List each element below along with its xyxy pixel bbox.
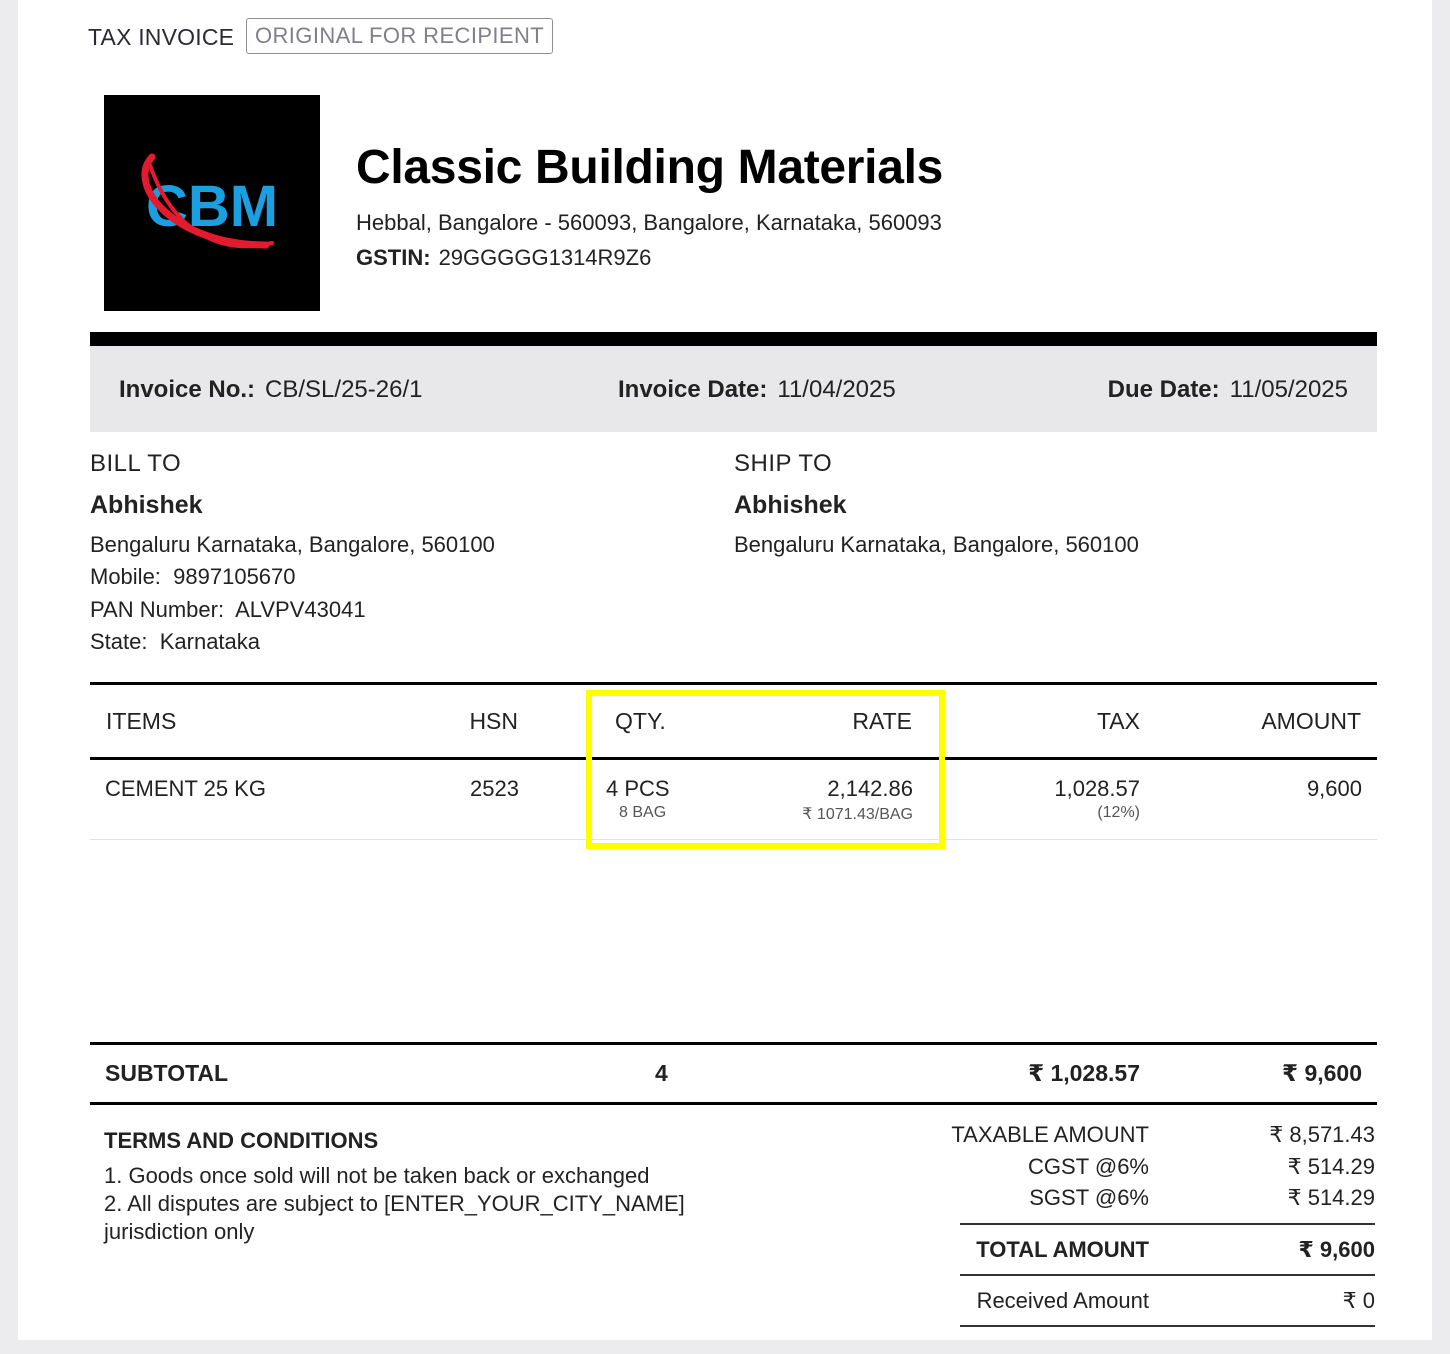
invoice-number-value: CB/SL/25-26/1 [265,376,423,403]
col-header-amount: AMOUNT [1261,708,1361,734]
gstin-value: 29GGGGG1314R9Z6 [438,245,652,270]
invoice-date-value: 11/04/2025 [777,376,896,403]
invoice-number-label: Invoice No.: [119,376,256,403]
invoice-date-label: Invoice Date: [618,376,768,403]
copy-badge: ORIGINAL FOR RECIPIENT [246,18,553,54]
bill-to-mobile [90,564,296,590]
ship-to-name: Abhishek [734,491,847,519]
received-bottom-rule [960,1325,1375,1327]
total-amount-value: ₹ 9,600 [1298,1237,1375,1262]
row-item-name: CEMENT 25 KG [105,776,266,801]
subtotal-top-rule [90,1042,1377,1045]
bill-to-address: Bengaluru Karnataka, Bangalore, 560100 [90,532,495,557]
company-logo [104,95,320,311]
cgst-label: CGST @6% [1028,1154,1149,1179]
ship-to-address: Bengaluru Karnataka, Bangalore, 560100 [734,532,1139,557]
row-tax-percent: (12%) [1097,804,1140,821]
state-value: Karnataka [159,629,261,654]
invoice-page [18,0,1432,1340]
qty-rate-highlight [586,690,945,849]
company-gstin [356,245,651,271]
table-top-rule [90,682,1377,685]
terms-line-2: 2. All disputes are subject to [ENTER_YOUR_CITY_NAME] jurisdiction only [104,1191,685,1244]
col-header-qty: QTY. [615,708,666,734]
bill-to-pan [90,597,366,623]
state-label: State: [90,629,148,654]
bill-to-state [90,629,260,655]
row-hsn: 2523 [470,776,519,801]
document-type: TAX INVOICE [88,24,235,50]
due-date-value: 11/05/2025 [1229,376,1348,403]
header-divider [90,332,1377,346]
subtotal-label: SUBTOTAL [105,1060,229,1086]
bill-to-title: BILL TO [90,450,182,477]
row-qty: 4 PCS [606,776,670,801]
row-amount: 9,600 [1306,776,1362,801]
terms-line-1: 1. Goods once sold will not be taken back or exchanged [104,1163,650,1188]
cgst-value: ₹ 514.29 [1287,1154,1375,1179]
received-amount-label: Received Amount [976,1288,1149,1313]
company-name: Classic Building Materials [356,141,944,194]
subtotal-bottom-rule [90,1102,1377,1105]
subtotal-qty: 4 [655,1060,668,1086]
company-address: Hebbal, Bangalore - 560093, Bangalore, Karnataka, 560093 [356,210,942,235]
logo-text: CBM [145,174,279,239]
due-date [1108,376,1348,404]
row-tax: 1,028.57 [1054,776,1140,801]
col-header-tax: TAX [1096,708,1140,734]
logo-graphic [104,95,320,311]
row-rate: 2,142.86 [827,776,913,801]
col-header-items: ITEMS [106,708,177,734]
received-amount-value: ₹ 0 [1342,1288,1375,1313]
bill-to-name: Abhishek [90,491,203,519]
total-bottom-rule [960,1274,1375,1276]
pan-label: PAN Number: [90,597,225,622]
mobile-label: Mobile: [90,564,161,589]
col-header-rate: RATE [852,708,912,734]
taxable-amount-label: TAXABLE AMOUNT [951,1122,1149,1147]
total-top-rule [960,1223,1375,1225]
sgst-label: SGST @6% [1029,1185,1149,1210]
pan-value: ALVPV43041 [235,597,366,622]
due-date-label: Due Date: [1107,376,1220,403]
sgst-value: ₹ 514.29 [1287,1185,1375,1210]
col-header-hsn: HSN [469,708,518,734]
invoice-number [119,376,422,404]
gstin-label: GSTIN: [356,245,431,270]
row-qty-alt: 8 BAG [619,804,667,821]
subtotal-tax: ₹ 1,028.57 [1028,1060,1140,1086]
total-amount-label: TOTAL AMOUNT [976,1237,1149,1262]
mobile-value: 9897105670 [173,564,296,589]
taxable-amount-value: ₹ 8,571.43 [1269,1122,1375,1147]
terms-title: TERMS AND CONDITIONS [104,1128,379,1153]
row-rate-alt: ₹ 1071.43/BAG [802,806,913,823]
ship-to-title: SHIP TO [734,450,833,477]
subtotal-amount: ₹ 9,600 [1282,1060,1362,1086]
terms-body [104,1162,744,1246]
invoice-date [618,376,896,404]
